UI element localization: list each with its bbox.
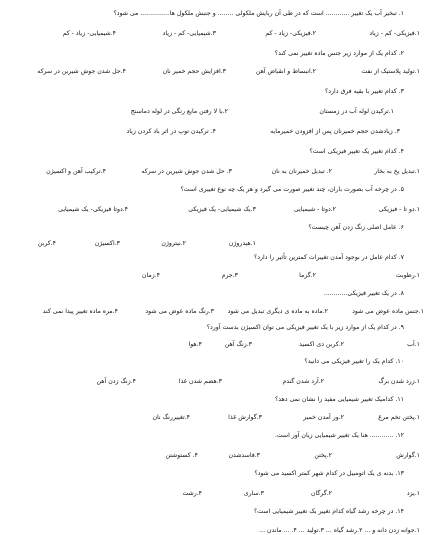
question-stem: در چرخه آب بصورت باران، چند تغییر صورت می گیرد و هر یک چه نوع تغییری است؟ (180, 186, 397, 193)
option-3: ۳.زنگ آهن (224, 341, 252, 348)
option-4: ۴.زمان (141, 272, 160, 279)
question-number: ۴. (398, 148, 404, 155)
question-stem: کدام عامل در بوجود آمدن تغییرات کمترین تأثیر را دارد؟ (253, 254, 397, 261)
option-1: ۱.دو تا - فیزیکی (378, 206, 420, 213)
option-2: ۲. تبدیل خمیرنان به نان (271, 168, 332, 175)
question-text (254, 252, 404, 264)
question-1 (0, 8, 428, 20)
question-stem: در کدام یک از موارد زیر با یک تغییر فیزیکی می توان اکسیژن بدست آورد؟ (206, 324, 397, 331)
option-3: ۳.رنگ ماده عوض می شود (145, 308, 214, 315)
question-6-options (0, 238, 428, 250)
question-text (308, 222, 404, 234)
option-3: ۳. زیادشدن حجم خمیرنان پس از افزودن خمیرمایه (270, 128, 400, 135)
question-1-options (0, 28, 428, 40)
question-text (254, 468, 404, 480)
option-2: ۲.ور آمدن خمیر (303, 414, 344, 421)
question-text (207, 322, 404, 334)
question-number: ۱۰. (395, 358, 404, 365)
question-11-options (0, 412, 428, 424)
option-4: ۴. کستوشتن (165, 452, 198, 459)
question-stem: کدام یک از موارد زیر جنس ماده تغییر نمی کند؟ (274, 50, 397, 57)
question-5 (0, 184, 428, 196)
option-2: ۲.فیزیکی- زیاد - کم (265, 30, 316, 37)
option-2: ۲.گرگان (310, 490, 332, 497)
option-1: ۱.گوارش (396, 452, 420, 459)
question-text (113, 8, 404, 20)
option-3: ۳.افزایش حجم خمیر نان (162, 68, 226, 75)
option-3: ۳.اکسیژن (94, 240, 120, 247)
option-1: ۱.جنس ماده عوض می شود (352, 308, 424, 315)
question-stem: کدام تغییر یک تغییر فیزیکی است؟ (309, 148, 397, 155)
question-stem: در یک تغییر فیزیکی............ (323, 290, 397, 297)
option-4: ۴.زنگ زدن آهن (96, 378, 136, 385)
question-text (309, 146, 404, 158)
option-3: ۳.ساری (243, 490, 264, 497)
question-3-options-a (0, 106, 428, 118)
option-4: ۴.شیمیایی- زیاد - کم (62, 30, 116, 37)
question-number: ۸. (398, 290, 404, 297)
option-1: ۱.یزد (406, 490, 420, 497)
option-2: ۲.دوتا - شیمیایی (293, 206, 336, 213)
option-1: ۱.تولید پلاستیک از نفت (361, 68, 420, 75)
option-2: ۲.پختن (314, 452, 332, 459)
question-stem: تبخیر آب یک تغییر ............ است که در طی آن ربایش ملکولی ........ و جنبش ملکول ها............... می شود؟ (113, 10, 397, 17)
question-10-options (0, 376, 428, 388)
option-4: ۴.رشت (182, 490, 202, 497)
question-text (254, 506, 404, 518)
option-3: ۳.گوارش غذا (228, 414, 262, 421)
question-stem: کدامیک تغییر شیمیایی مفید را نشان نمی دهد؟ (274, 396, 394, 403)
question-4-options (0, 166, 428, 178)
question-number: ۱۳. (395, 470, 404, 477)
question-number: ۵. (398, 186, 404, 193)
question-number: ۶. (398, 224, 404, 231)
question-13-options (0, 488, 428, 500)
question-6 (0, 222, 428, 234)
question-13 (0, 468, 428, 480)
question-number: ۱. (398, 10, 404, 17)
option-3: ۳.یک شیمیایی- یک فیزیکی (188, 206, 256, 213)
option-3: ۳.فاسدشدن (228, 452, 260, 459)
option-2: ۲.آرد شدن گندم (282, 378, 324, 385)
question-text (275, 430, 404, 442)
question-text (325, 86, 404, 98)
option-1: ۱.آب (407, 341, 420, 348)
option-1: ۱.زرد شدن برگ (378, 378, 420, 385)
question-text (275, 48, 404, 60)
question-stem: عامل اصلی زنگ زدن آهن چیست؟ (308, 224, 397, 231)
question-8-options (0, 306, 428, 318)
question-3-options-b (0, 126, 428, 138)
option-4: ۴.دوتا فیزیکی- یک شیمیایی (58, 206, 128, 213)
question-7 (0, 252, 428, 264)
question-text (304, 356, 404, 368)
option-4: ۴.تغییررنگ نان (152, 414, 190, 421)
question-12 (0, 430, 428, 442)
question-stem: ............ هنا یک تغییر شیمیایی زیان آور است. (274, 432, 394, 439)
option-2: ۲.کربن دی اکسید (299, 341, 344, 348)
cut-off-line: ۱.جوانه زدن دانه و ... ۲.رشد گیاه ... ۳.تولید ... ۴. ... ماندن ... (259, 527, 420, 534)
question-2-options (0, 66, 428, 78)
question-number: ۹. (398, 324, 404, 331)
question-number: ۱۱. (395, 396, 404, 403)
option-4: ۴. ترکیدن توپ در اثر باد کردن زیاد (126, 128, 216, 135)
option-2: ۲.با لا رفتن مایع رنگی در لوله دماسنج (130, 108, 228, 115)
option-1: ۱.رطوبت (395, 272, 420, 279)
question-3 (0, 86, 428, 98)
question-number: ۱۲. (395, 432, 404, 439)
option-4: ۴.مره ماده تغییر پیدا نمی کند (42, 308, 118, 315)
option-2: ۲.نیتروژن (161, 240, 186, 247)
question-stem: بدنه ی یک اتومبیل در کدام شهر کمتر اکسید می شود؟ (254, 470, 394, 477)
question-text (324, 288, 404, 300)
question-text (180, 184, 404, 196)
option-4: ۴.ترکیب آهن و اکسیژن (46, 168, 106, 175)
option-1: ۱.تبدیل یخ به بخار (374, 168, 420, 175)
question-2 (0, 48, 428, 60)
question-number: ۱۴. (395, 508, 404, 515)
option-3: ۳.جرم (221, 272, 238, 279)
question-stem: در چرخه رشد گیاه کدام تغییر یک تغییر شیمیایی است؟ (253, 508, 394, 515)
question-14-options-cut (0, 526, 428, 535)
question-number: ۳. (398, 88, 404, 95)
option-4: ۴.هوا (188, 341, 202, 348)
question-10 (0, 356, 428, 368)
option-4: ۴.کربن (37, 240, 56, 247)
option-3: ۳.هضم شدن غذا (178, 378, 222, 385)
question-11 (0, 394, 428, 406)
option-1: ۱.ترکیدن لوله آب در زمستان (319, 108, 394, 115)
question-text (275, 394, 404, 406)
option-1: ۱.هیدروژن (228, 240, 256, 247)
question-5-options (0, 204, 428, 216)
question-7-options (0, 270, 428, 282)
question-14 (0, 506, 428, 518)
question-9-options (0, 339, 428, 351)
option-1: ۱.پختن تخم مرغ (378, 414, 420, 421)
question-stem: کدام یک را تغییر فیزیکی می دانید؟ (304, 358, 394, 365)
option-3: ۳.شیمیایی- کم - زیاد (162, 30, 216, 37)
option-2: ۲.ماده به ماده ی دیگری تبدیل می شود (227, 308, 328, 315)
question-4 (0, 146, 428, 158)
option-2: ۲.انبساط و انقباض آهن (255, 68, 316, 75)
option-4: ۴.حل شدن جوش شیرین در سرکه (37, 68, 126, 75)
question-8 (0, 288, 428, 300)
option-2: ۲.گرما (299, 272, 316, 279)
option-3: ۳. حل شدن جوش شیرین در سرکه (141, 168, 232, 175)
question-9 (0, 322, 428, 334)
question-stem: کدام تغییر با بقیه فرق دارد؟ (324, 88, 397, 95)
option-1: ۱.فیزیکی- کم - زیاد (369, 30, 420, 37)
question-12-options (0, 450, 428, 462)
question-number: ۷. (398, 254, 404, 261)
question-number: ۲. (398, 50, 404, 57)
